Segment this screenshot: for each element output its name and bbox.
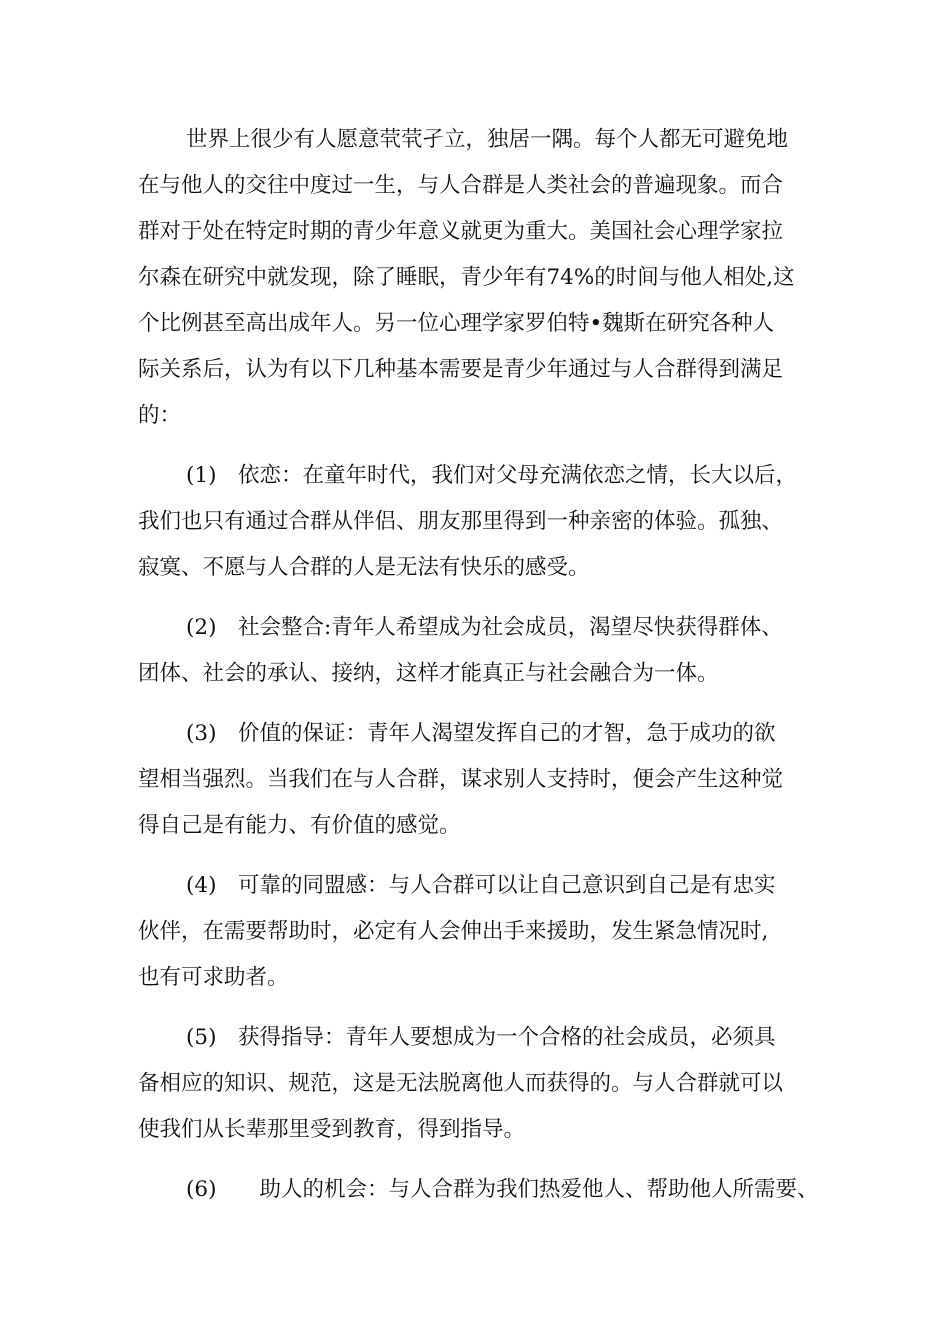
text-line: 我们也只有通过合群从伴侣、朋友那里得到一种亲密的体验。孤独、 — [138, 509, 784, 534]
text-line: (5) 获得指导：青年人要想成为一个合格的社会成员，必须具 — [186, 1025, 776, 1050]
text-line: 世界上很少有人愿意茕茕孑立，独居一隅。每个人都无可避免地 — [186, 127, 789, 152]
text-line: 个比例甚至高出成年人。另一位心理学家罗伯特•魏斯在研究各种人 — [138, 311, 775, 336]
text-line: 的： — [138, 403, 182, 428]
text-line: 群对于处在特定时期的青少年意义就更为重大。美国社会心理学家拉 — [138, 219, 784, 244]
text-line: 伙伴，在需要帮助时，必定有人会伸出手来援助，发生紧急情况时, — [138, 919, 769, 944]
text-line: 使我们从长辈那里受到教育，得到指导。 — [138, 1117, 526, 1142]
text-line: (3) 价值的保证：青年人渴望发挥自己的才智，急于成功的欲 — [186, 721, 776, 746]
text-line: 际关系后，认为有以下几种基本需要是青少年通过与人合群得到满足 — [138, 357, 784, 382]
text-line: (4) 可靠的同盟感：与人合群可以让自己意识到自己是有忠实 — [186, 873, 776, 898]
text-line: 团体、社会的承认、接纳，这样才能真正与社会融合为一体。 — [138, 661, 719, 686]
text-line: (6) 助人的机会：与人合群为我们热爱他人、帮助他人所需要、 — [186, 1177, 819, 1202]
text-line: 备相应的知识、规范，这是无法脱离他人而获得的。与人合群就可以 — [138, 1071, 784, 1096]
text-line: 在与他人的交往中度过一生，与人合群是人类社会的普遍现象。而合 — [138, 173, 784, 198]
text-line: 尔森在研究中就发现，除了睡眠，青少年有74%的时间与他人相处,这 — [138, 265, 795, 290]
text-line: 得自己是有能力、有价值的感觉。 — [138, 813, 461, 838]
text-line: 望相当强烈。当我们在与人合群，谋求别人支持时，便会产生这种觉 — [138, 767, 784, 792]
text-line: 寂寞、不愿与人合群的人是无法有快乐的感受。 — [138, 555, 590, 580]
text-line: (2) 社会整合:青年人希望成为社会成员，渴望尽快获得群体、 — [186, 615, 783, 640]
text-line: 也有可求助者。 — [138, 965, 289, 990]
text-line: (1) 依恋：在童年时代，我们对父母充满依恋之情，长大以后， — [186, 463, 797, 488]
